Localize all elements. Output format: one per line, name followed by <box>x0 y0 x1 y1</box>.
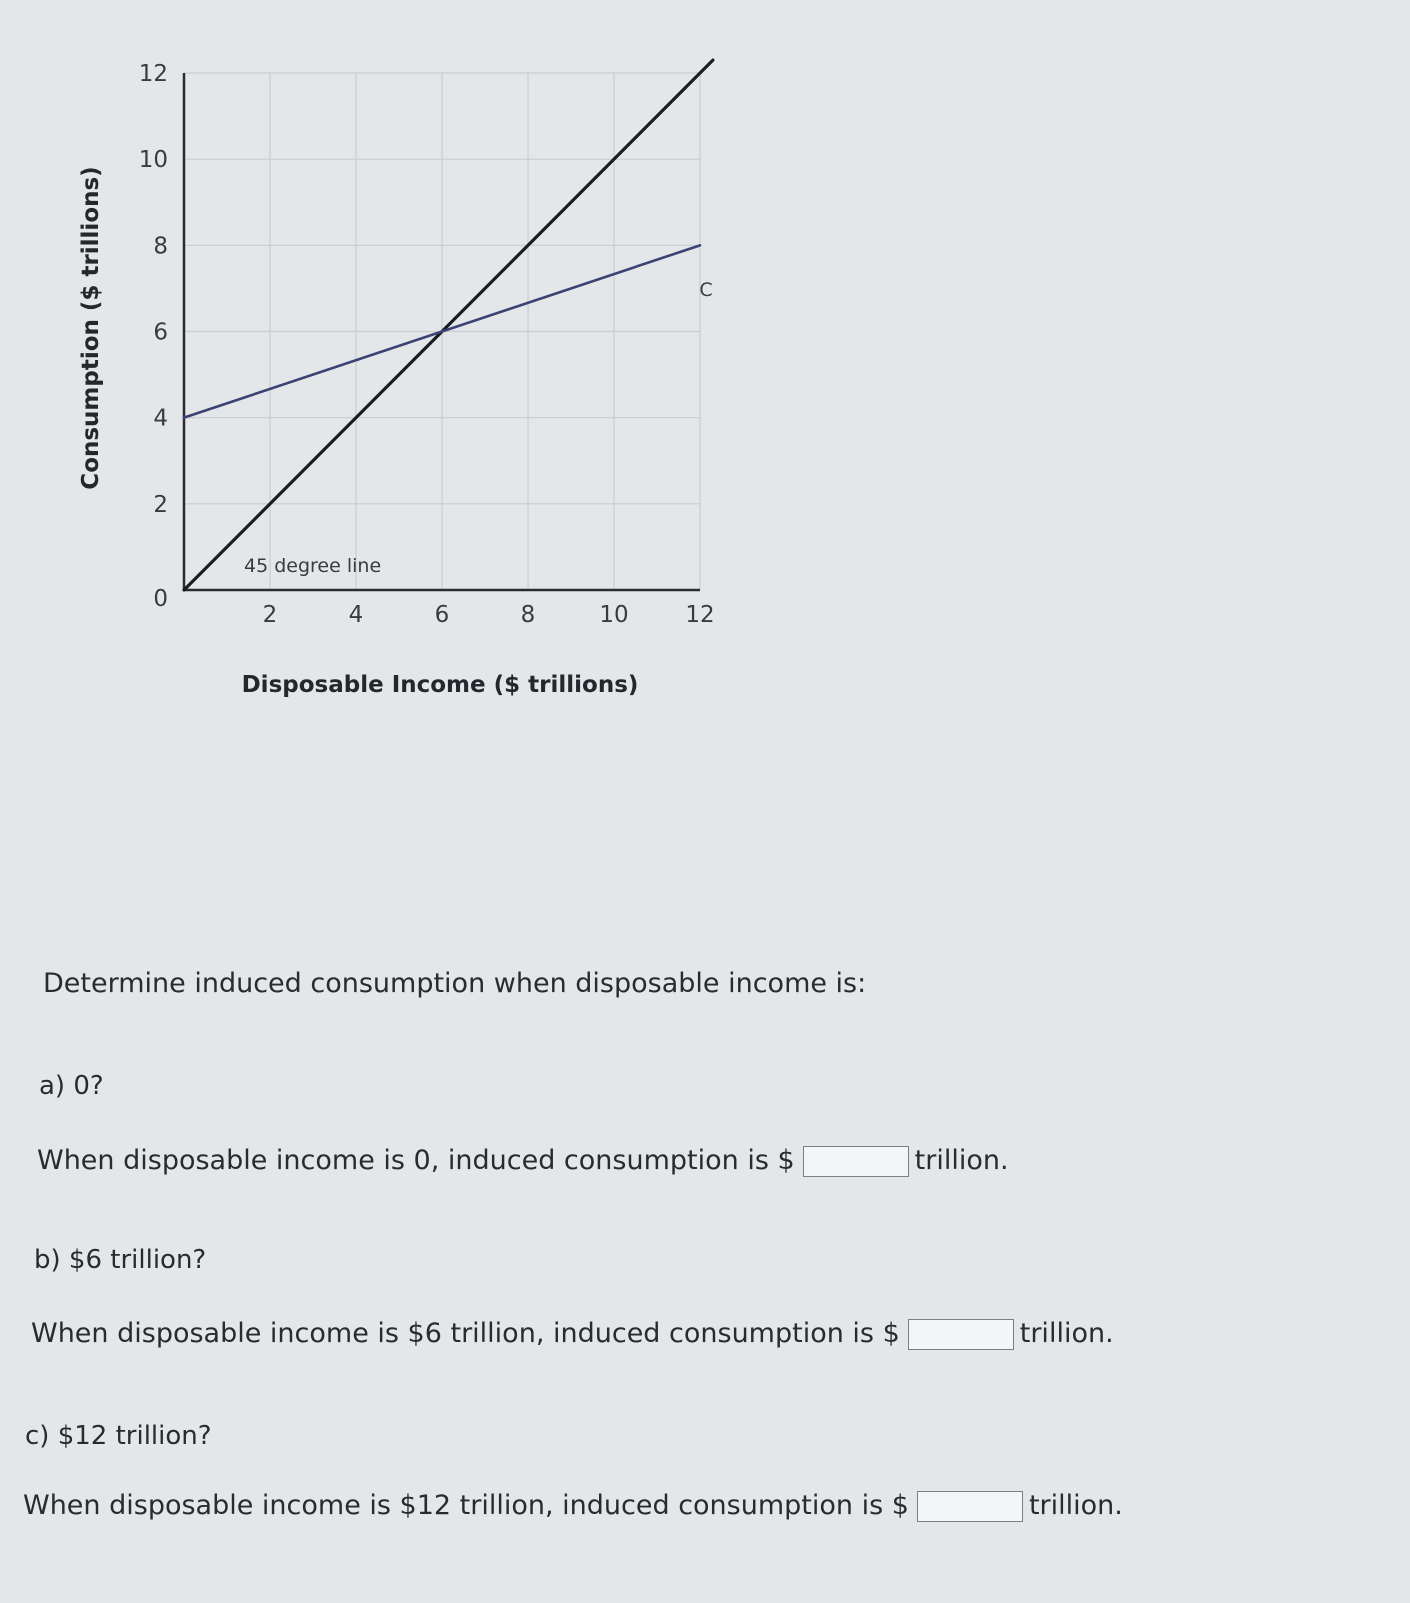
x-tick-label-4: 4 <box>348 602 364 628</box>
part-c-label: c) $12 trillion? <box>25 1421 212 1451</box>
line-label-c: C <box>699 279 713 301</box>
part-b-sentence: When disposable income is $6 trillion, induced consumption is $ <box>31 1318 900 1349</box>
y-tick-label-10: 10 <box>138 147 168 174</box>
y-tick-label-0: 0 <box>153 586 168 612</box>
x-tick-label-2: 2 <box>262 602 278 628</box>
part-b-row <box>31 1318 1114 1350</box>
part-a-answer-box[interactable] <box>803 1146 909 1177</box>
consumption-chart <box>0 0 760 720</box>
x-tick-label-10: 10 <box>599 602 629 628</box>
chart-series <box>184 60 713 590</box>
part-c-answer-box[interactable] <box>917 1491 1023 1522</box>
x-tick-label-8: 8 <box>520 602 536 628</box>
y-tick-label-6: 6 <box>153 319 168 346</box>
part-a-sentence: When disposable income is 0, induced consumption is $ <box>37 1145 795 1176</box>
part-b-answer-box[interactable] <box>908 1319 1014 1350</box>
x-axis-title: Disposable Income ($ trillions) <box>241 672 639 698</box>
y-tick-label-8: 8 <box>153 233 168 260</box>
y-tick-label-12: 12 <box>138 61 168 87</box>
y-tick-label-2: 2 <box>153 491 168 518</box>
y-tick-label-4: 4 <box>153 405 168 432</box>
line-label-45-degree: 45 degree line <box>244 555 382 577</box>
question-prompt: Determine induced consumption when disposable income is: <box>43 968 867 999</box>
part-b-label: b) $6 trillion? <box>34 1245 207 1275</box>
part-a-row <box>37 1145 1009 1177</box>
part-c-unit: trillion. <box>1028 1490 1123 1521</box>
part-a-label: a) 0? <box>39 1071 104 1101</box>
part-c-sentence: When disposable income is $12 trillion, induced consumption is $ <box>23 1490 909 1521</box>
x-tick-label-12: 12 <box>685 602 715 628</box>
part-c-row <box>23 1490 1123 1522</box>
part-a-unit: trillion. <box>914 1145 1009 1176</box>
y-axis-title: Consumption ($ trillions) <box>78 166 104 490</box>
series-line-45-degree <box>184 60 713 590</box>
x-tick-label-6: 6 <box>434 602 450 628</box>
part-b-unit: trillion. <box>1019 1318 1114 1349</box>
